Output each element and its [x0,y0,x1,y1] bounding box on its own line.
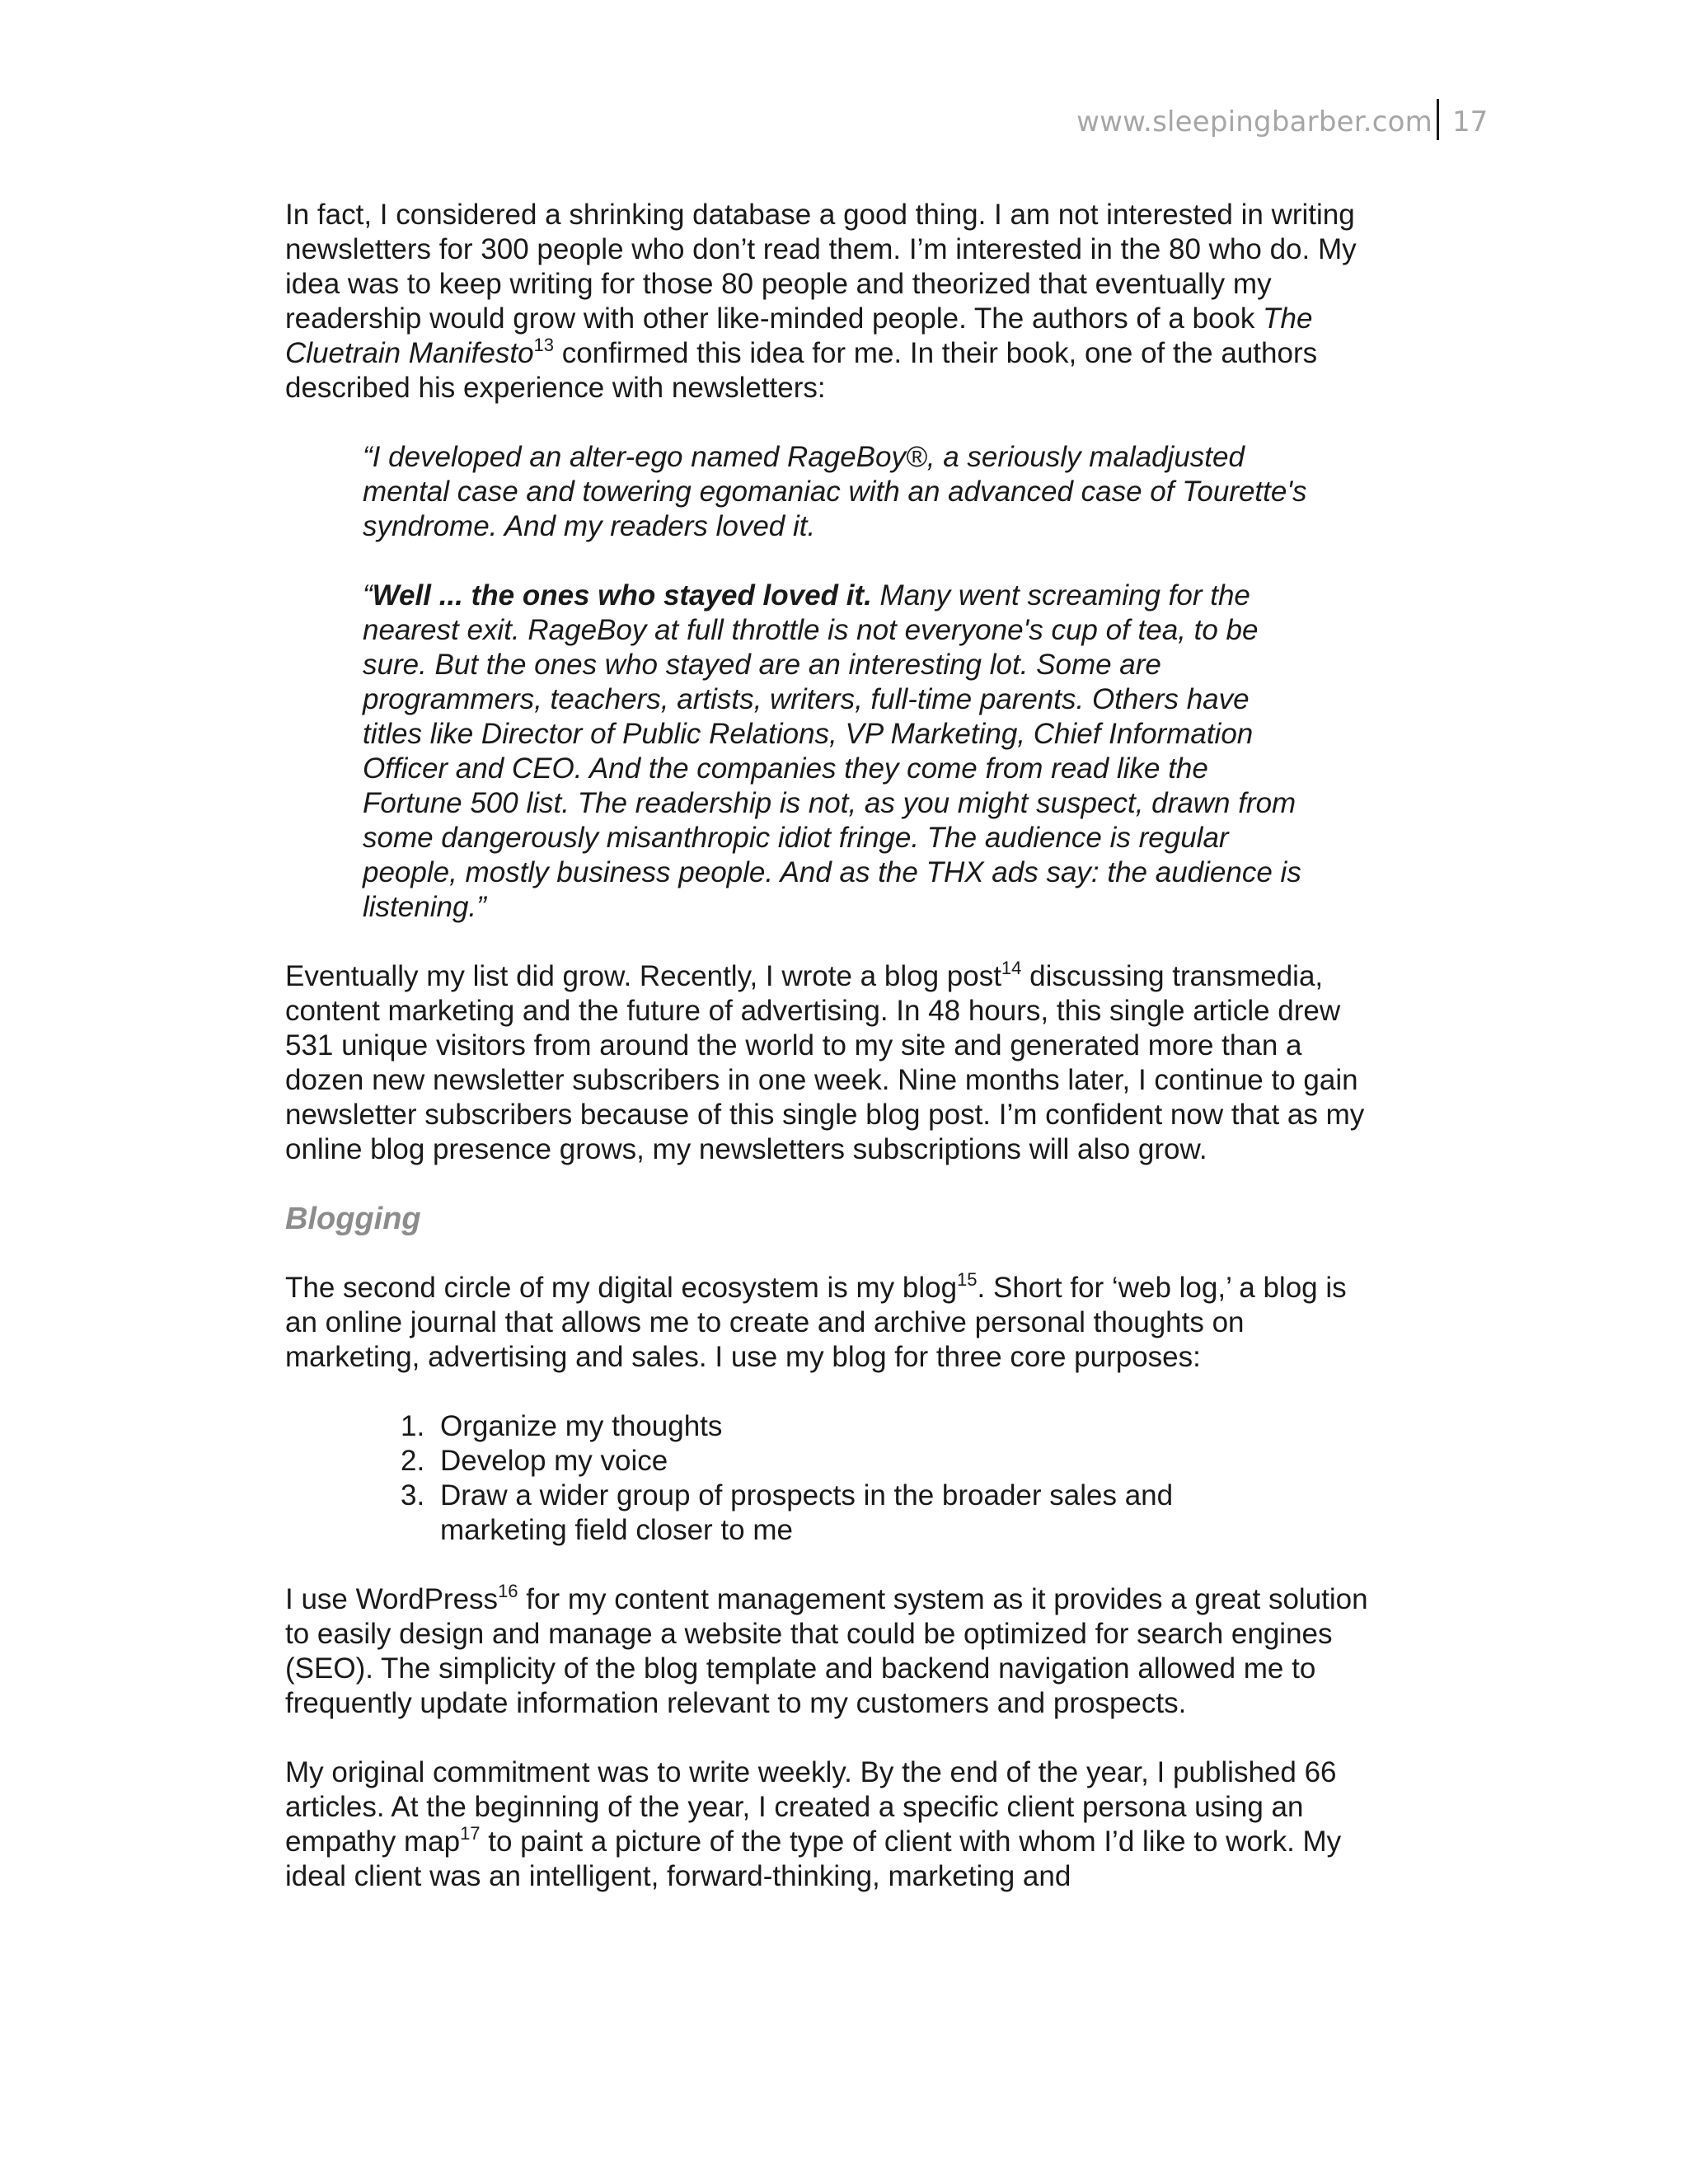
footnote-ref: 13 [533,335,555,355]
page-header [0,97,1688,147]
paragraph-commitment: My original commitment was to write weekly. By the end of the year, I published 66 articles. At the beginning of the year, I created a specific client persona using an empathy map$^{17}$ to paint a picture of the type of client with whom I’d like to work. My ideal client was an intelligent, forward-thinking, marketing and [285,1756,1342,1892]
footnote-ref: 15 [957,1269,978,1290]
page-number: 17 [1452,105,1489,138]
footnote-ref: 17 [460,1823,481,1844]
quote-emphasis: Well ... the ones who stayed loved it. [372,579,872,612]
footnote-ref: 14 [1001,958,1022,978]
blockquote-readers: “Well ... the ones who stayed loved it. Many went screaming for the nearest exit. RageBoy at full throttle is not everyone's cup of tea, to be sure. But the ones who stayed are an interesting lot. Some are programmers, teachers, artists, writers, full-time parents. Others have titles like Director of Public Relations, VP Marketing, Chief Information Officer and CEO. And the companies they come from read like the Fortune 500 list. The readership is not, as you might suspect, drawn from some dangerously misanthropic idiot fringe. The audience is regular people, mostly business people. And as the THX ads say: the audience is listening.” [363,579,1301,923]
section-heading-blogging: Blogging [285,1202,421,1236]
document-body [285,198,1381,1929]
book-title: The Cluetrain Manifesto [285,302,1313,369]
list-item: 2. Develop my voice [401,1445,668,1477]
purposes-list [285,1409,1381,1548]
list-item: 1. Organize my thoughts [401,1410,723,1442]
list-item: 3. Draw a wider group of prospects in the broader sales and marketing field closer to me [401,1479,1174,1546]
paragraph-blog-intro: The second circle of my digital ecosystem is my blog$^{15}$. Short for ‘web log,’ a blog is an online journal that allows me to create and archive personal thoughts on marketing, advertising and sales. I use my blog for three core purposes: [285,1269,1347,1373]
footnote-ref: 16 [498,1581,518,1601]
header-divider [1437,99,1439,140]
paragraph-newsletter-database: In fact, I considered a shrinking database a good thing. I am not interested in writing newsletters for 300 people who don’t read them. I’m interested in the 80 who do. My idea was to keep writing for those 80 people and theorized that eventually my readership would grow with other like-minded people. The authors of a book The Cluetrain Manifesto$^{13}$ confirmed this idea for me. In their book, one of the authors described his experience with newsletters: [285,199,1357,404]
paragraph-list-growth: Eventually my list did grow. Recently, I wrote a blog post$^{14}$ discussing transmedia, content marketing and the future of advertising. In 48 hours, this single article drew 531 unique visitors from around the world to my site and generated more than a dozen new newsletter subscribers in one week. Nine months later, I continue to gain newsletter subscribers because of this single blog post. I’m confident now that as my online blog presence grows, my newsletters subscriptions will also grow. [285,958,1365,1165]
blockquote-rageboy: “I developed an alter-ego named RageBoy®, a seriously maladjusted mental case and towering egomaniac with an advanced case of Tourette's syndrome. And my readers loved it. [363,441,1307,542]
paragraph-wordpress: I use WordPress$^{16}$ for my content management system as it provides a great solution to easily design and manage a website that could be optimized for search engines (SEO). The simplicity of the blog template and backend navigation allowed me to frequently update information relevant to my customers and prospects. [285,1581,1368,1719]
header-site-url: www.sleepingbarber.com [1076,105,1432,138]
